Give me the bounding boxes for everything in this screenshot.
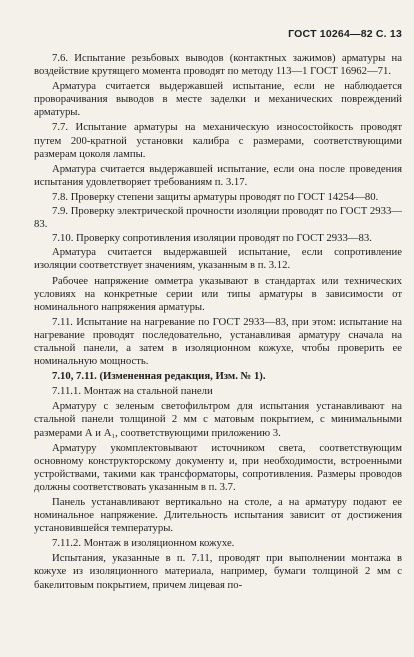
paragraph-7-11-1-heading: 7.11.1. Монтаж на стальной панели: [52, 385, 213, 398]
paragraph-revision-note: 7.10, 7.11. (Измененная редакция, Изм. № 1).: [52, 370, 266, 383]
paragraph-7-9: 7.9. Проверку электрической прочности изоляции проводят по ГОСТ 2933—83.: [34, 205, 402, 231]
paragraph-7-7: 7.7. Испытание арматуры на механическую износостойкость проводят путем 200-кратной установки калибра с размерами, соответствующими размерам цоколя лампы.: [34, 121, 402, 160]
paragraph-7-11-2-heading: 7.11.2. Монтаж в изоляционном кожухе.: [52, 537, 235, 550]
paragraph-mounting-steel-panel: Арматуру с зеленым светофильтром для испытания устанавливают на стальной панели толщиной 2 мм с матовым покрытием, с минимальными размерами А и А₁, соответствующими приложению 3.: [34, 400, 402, 439]
paragraph-7-8: 7.8. Проверку степени защиты арматуры проводят по ГОСТ 14254—80.: [52, 190, 379, 203]
paragraph-equipment: Арматуру укомплектовывают источником света, соответствующим основному конструкторскому документу и, при необходимости, встроенными устройствами, такими как трансформаторы, сопротивления. Размеры проводов должны соответствовать указанным в п. 3.7.: [34, 441, 402, 493]
page-header: ГОСТ 10264—82 С. 13: [288, 28, 402, 40]
paragraph-7-10-result: Арматура считается выдержавшей испытание, если сопротивление изоляции соответствует значениям, указанным в п. 3.12.: [34, 246, 402, 272]
paragraph-ohmmeter-voltage: Рабочее напряжение омметра указывают в стандартах или технических условиях на конкретные серии или типы арматуры в зависимости от номинального напряжения арматуры.: [34, 274, 402, 313]
paragraph-7-11: 7.11. Испытание на нагревание по ГОСТ 2933—83, при этом: испытание на нагревание проводят последовательно, устанавливая арматуру сначала на стальной панели, а затем в изоляционном кожухе, чтобы проверить ее номинальную мощность.: [34, 315, 402, 368]
paragraph-7-7-result: Арматура считается выдержавшей испытание, если она после проведения испытания удовлетворяет требованиям п. 3.17.: [34, 162, 402, 188]
paragraph-7-6: 7.6. Испытание резьбовых выводов (контактных зажимов) арматуры на воздействие крутящего момента проводят по методу 113—1 ГОСТ 16962—71.: [34, 52, 402, 78]
paragraph-insulating-cover: Испытания, указанные в п. 7.11, проводят при выполнении монтажа в кожухе из изоляционного материала, например, бумаги толщиной 2 мм с бакелитовым покрытием, причем лицевая по-: [34, 552, 402, 591]
paragraph-7-6-result: Арматура считается выдержавшей испытание, если не наблюдается проворачивания выводов в месте заделки и механических повреждений арматуры.: [34, 80, 402, 119]
document-body: [34, 52, 402, 594]
paragraph-panel-installation: Панель устанавливают вертикально на столе, а на арматуру подают ее номинальное напряжение. Длительность испытания зависит от достижения установившейся температуры.: [34, 496, 402, 535]
paragraph-7-10: 7.10. Проверку сопротивления изоляции проводят по ГОСТ 2933—83.: [52, 232, 372, 245]
